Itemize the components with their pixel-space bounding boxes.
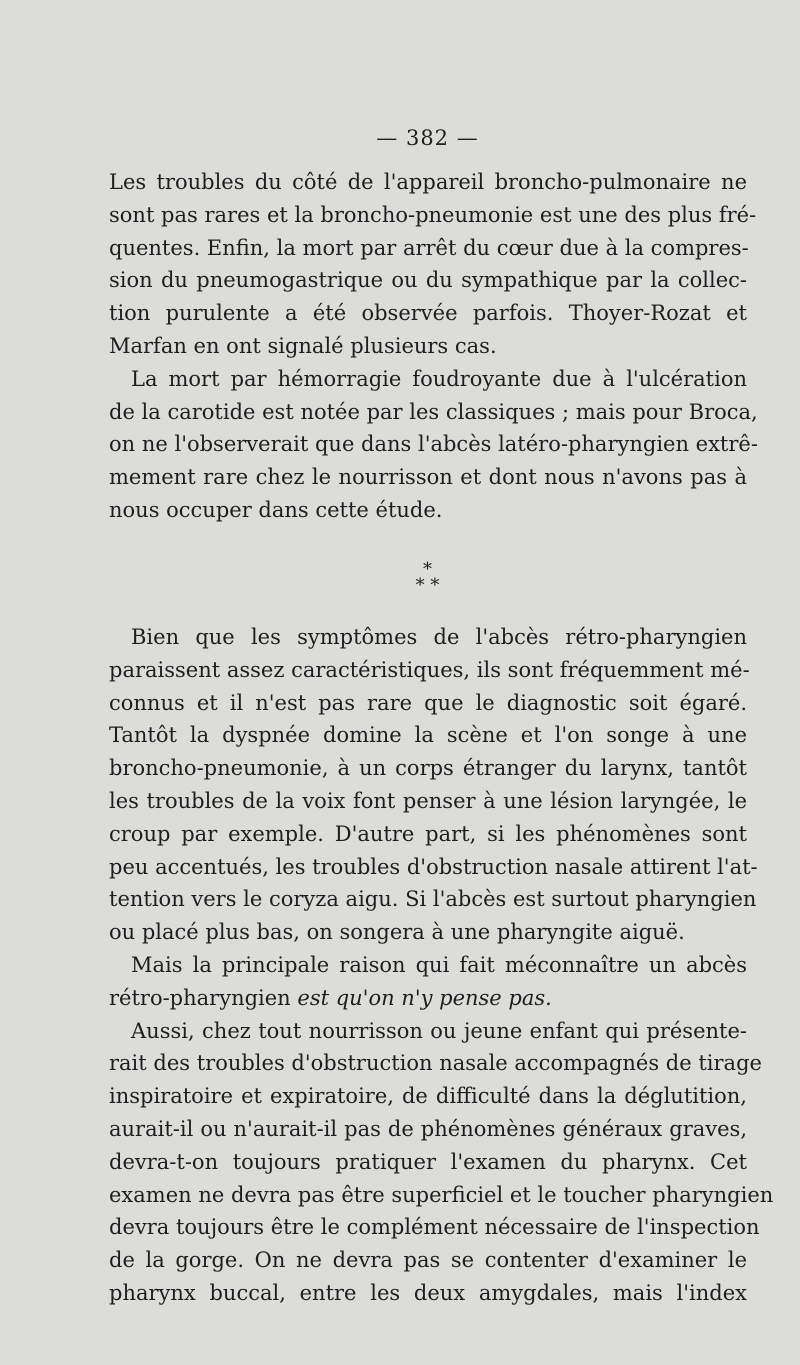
text-line: Marfan en ont signalé plusieurs cas. — [109, 333, 497, 358]
italic-span: est qu'on n'y pense pas. — [297, 985, 552, 1010]
text-line: Bien que les symptômes de l'abcès rétro-pharyngien — [131, 625, 747, 649]
text-line: ou placé plus bas, on songera à une pharyngite aiguë. — [109, 920, 685, 945]
text-line: de la carotide est notée par les classiques ; mais pour Broca, — [109, 399, 758, 424]
text-line: tention vers le coryza aigu. Si l'abcès est surtout pharyngien — [109, 887, 757, 912]
text-line: Tantôt la dyspnée domine la scène et l'on songe à une — [109, 723, 747, 748]
text-span: rétro-pharyngien — [109, 985, 298, 1010]
text-line: connus et il n'est pas rare que le diagnostic soit égaré. — [109, 690, 747, 715]
text-line: devra toujours être le complément nécessaire de l'inspection — [109, 1215, 760, 1240]
text-line: paraissent assez caractéristiques, ils sont fréquemment mé- — [109, 657, 750, 682]
text-line: peu accentués, les troubles d'obstruction nasale attirent l'at- — [109, 854, 758, 879]
text-line: quentes. Enfin, la mort par arrêt du cœur due à la compres- — [109, 235, 749, 260]
text-line: mement rare chez le nourrisson et dont nous n'avons pas à — [109, 465, 747, 490]
text-line: Mais la principale raison qui fait méconnaître un abcès — [131, 952, 747, 977]
text-line: aurait-il ou n'aurait-il pas de phénomènes généraux graves, — [109, 1116, 747, 1141]
text-line: sont pas rares et la broncho-pneumonie est une des plus fré- — [109, 202, 757, 227]
text-line: devra-t-on toujours pratiquer l'examen du pharynx. Cet — [109, 1149, 747, 1174]
text-line: Aussi, chez tout nourrisson ou jeune enfant qui présente- — [131, 1018, 747, 1043]
text-line: croup par exemple. D'autre part, si les phénomènes sont — [109, 821, 747, 846]
page-number: — 382 — — [376, 126, 479, 150]
asterism-bottom: * * — [415, 575, 440, 596]
paragraph-block-1 — [109, 166, 758, 527]
text-line: broncho-pneumonie, à un corps étranger du larynx, tantôt — [109, 756, 747, 781]
text-line: examen ne devra pas être superficiel et le toucher pharyngien — [109, 1182, 774, 1207]
paragraph-block-2 — [109, 621, 774, 1310]
text-line: rait des troubles d'obstruction nasale accompagnés de tirage — [109, 1051, 762, 1076]
asterism-separator — [0, 559, 800, 596]
text-line: Les troubles du côté de l'appareil broncho-pulmonaire ne — [109, 170, 747, 194]
text-line: sion du pneumogastrique ou du sympathique par la collec- — [109, 268, 747, 293]
text-line: inspiratoire et expiratoire, de difficulté dans la déglutition, — [109, 1084, 747, 1109]
text-line: on ne l'observerait que dans l'abcès latéro-pharyngien extrê- — [109, 432, 758, 457]
text-line: nous occuper dans cette étude. — [109, 497, 443, 522]
text-line: La mort par hémorragie foudroyante due à l'ulcération — [131, 366, 747, 391]
text-line-emphasis — [109, 982, 747, 1015]
text-line: les troubles de la voix font penser à une lésion laryngée, le — [109, 788, 747, 813]
text-line: de la gorge. On ne devra pas se contenter d'examiner le — [109, 1248, 747, 1273]
text-line: pharynx buccal, entre les deux amygdales, mais l'index — [109, 1280, 747, 1305]
asterism-top: * — [423, 559, 432, 580]
text-line: tion purulente a été observée parfois. Thoyer-Rozat et — [109, 301, 747, 326]
